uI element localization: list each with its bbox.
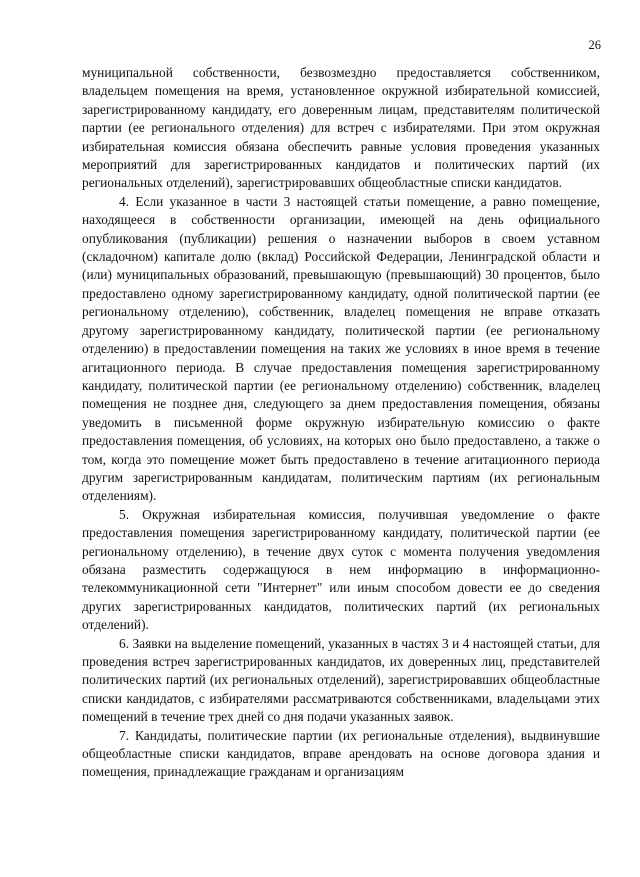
paragraph-continuation: муниципальной собственности, безвозмездно предоставляется собственником, владельцем помещения на время, установленное окружной избирательной комиссией, зарегистрированному кандидату, его доверенным лицам, представителям политической партии (ее регионального отделения) для встреч с избирателями. При этом окружная избирательная комиссия обязана обеспечить равные условия проведения указанных мероприятий для зарегистрированных кандидатов и политических партий (их региональных отделений), зарегистрировавших общеобластные списки кандидатов.	[82, 65, 600, 191]
paragraph-item-5: 5. Окружная избирательная комиссия, получившая уведомление о факте предоставления помещения зарегистрированному кандидату, политической партии (ее региональному отделению), в течение двух суток с момента получения уведомления обязана разместить содержащуюся в нем информацию в информационно-телекоммуникационной сети "Интернет" или иным способом довести ее до сведения других зарегистрированных кандидатов, политических партий (их региональных отделений).	[82, 506, 600, 633]
document-body	[82, 64, 600, 782]
paragraph-item-6: 6. Заявки на выделение помещений, указанных в частях 3 и 4 настоящей статьи, для проведения встреч зарегистрированных кандидатов, их доверенных лиц, представителей политических партий (их региональных отделений), зарегистрировавших общеобластные списки кандидатов, с избирателями рассматриваются собственниками, владельцами этих помещений в течение трех дней со дня подачи указанных заявок.	[82, 635, 600, 725]
paragraph-item-4: 4. Если указанное в части 3 настоящей статьи помещение, а равно помещение, находящееся в собственности организации, имеющей на день официального опубликования (публикации) решения о назначении выборов в своем уставном (складочном) капитале долю (вклад) Российской Федерации, Ленинградской области и (или) муниципальных образований, превышающую (превышающий) 30 процентов, было предоставлено одному зарегистрированному кандидату, одной политической партии (ее региональному отделению), собственник, владелец помещения не вправе отказать другому зарегистрированному кандидату, политической партии (ее региональному отделению) в предоставлении помещения на таких же условиях в иное время в течение агитационного периода. В случае предоставления помещения зарегистрированному кандидату, политической партии (ее региональному отделению) собственник, владелец помещения не позднее дня, следующего за днем предоставления помещения, обязаны уведомить в письменной форме окружную избирательную комиссию о факте предоставления помещения, об условиях, на которых оно было предоставлено, а также о том, когда это помещение может быть предоставлено в течение агитационного периода другим зарегистрированным кандидатам, политическим партиям (их региональным отделениям).	[82, 193, 600, 504]
page-number: 26	[588, 38, 601, 52]
paragraph-item-7: 7. Кандидаты, политические партии (их региональные отделения), выдвинувшие общеобластные списки кандидатов, вправе арендовать на основе договора здания и помещения, принадлежащие гражданам и организациям	[82, 727, 600, 780]
